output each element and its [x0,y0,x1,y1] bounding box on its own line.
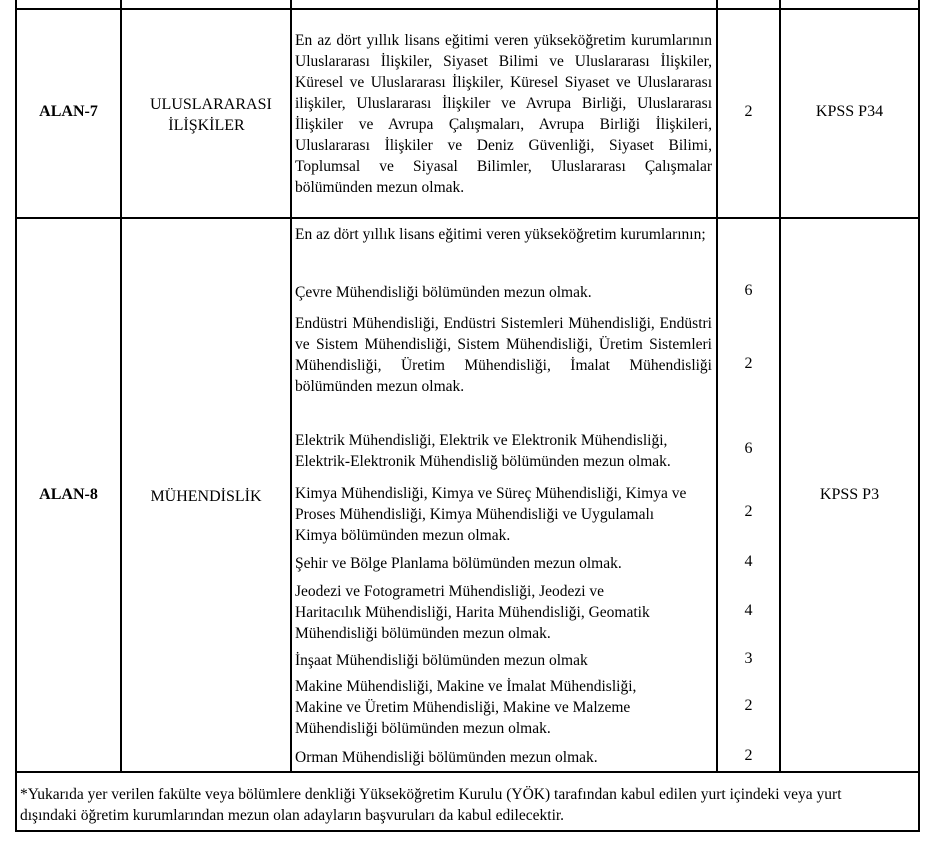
list-item: İnşaat Mühendisliği bölümünden mezun olmak [295,652,588,669]
list-item: Jeodezi ve Fotogrametri Mühendisliği, Jeodezi ve Haritacılık Mühendisliği, Harita Mühendisliği, Geomatik Mühendisliği bölümünden mezun olmak. [295,583,650,642]
list-item: Makine Mühendisliği, Makine ve İmalat Mühendisliği, Makine ve Üretim Mühendisliği, Makine ve Malzeme Mühendisliği bölümünden mezun olmak. [295,678,637,737]
row-code: ALAN-7 [39,103,98,120]
row-description: En az dört yıllık lisans eğitimi veren yükseköğretim kurumlarının Uluslararası İlişkiler, Siyaset Bilimi ve Uluslararası İlişkiler, Küresel ve Uluslararası İlişkiler, Küresel Siyaset ve Uluslararası ilişkiler, Uluslararası İlişkiler ve Avrupa Birliği, Uluslararası İlişkiler ve Avrupa Çalışmaları, Avrupa Birliği İlişkileri, Uluslararası İlişkiler ve Deniz Güvenliği, Siyaset Bilimi, Toplumsal ve Siyasal Bilimler, Uluslararası Çalışmalar bölümünden mezun olmak. [295,32,712,196]
row-field: MÜHENDİSLİK [150,488,262,505]
list-item: Çevre Mühendisliği bölümünden mezun olmak. [295,284,592,301]
column-divider [120,0,122,773]
list-item: Elektrik Mühendisliği, Elektrik ve Elektronik Mühendisliği, Elektrik-Elektronik Mühendisliğ bölümünden mezun olmak. [295,432,671,470]
item-count: 2 [744,503,753,520]
list-item: Orman Mühendisliği bölümünden mezun olmak. [295,749,598,766]
row-exam: KPSS P3 [819,486,880,503]
item-count: 4 [744,602,753,619]
item-count: 6 [744,440,753,457]
item-count: 2 [744,697,753,714]
item-count: 2 [744,355,753,372]
list-item: Kimya Mühendisliği, Kimya ve Süreç Mühendisliği, Kimya ve Proses Mühendisliği, Kimya Mühendisliği ve Uygulamalı Kimya bölümünden mezun olmak. [295,485,687,544]
row-divider [15,8,920,10]
row-divider [15,217,920,219]
item-count: 4 [744,553,753,570]
item-count: 6 [744,282,753,299]
row-field: ULUSLARARASI İLİŞKİLER [150,96,272,134]
column-divider [290,0,292,773]
item-count: 2 [744,747,753,764]
list-item: Endüstri Mühendisliği, Endüstri Sistemleri Mühendisliği, Endüstri ve Sistem Mühendisliği, Sistem Mühendisliği, Üretim Sistemleri Mühendisliği, Üretim Mühendisliği, İmalat Mühendisliği bölümünden mezun olmak. [295,315,712,395]
item-count: 3 [744,650,753,667]
row-code: ALAN-8 [39,486,98,503]
list-item: Şehir ve Bölge Planlama bölümünden mezun olmak. [295,555,622,572]
row-exam: KPSS P34 [815,103,884,120]
row-divider [15,771,920,773]
row-count: 2 [744,103,753,120]
row-intro: En az dört yıllık lisans eğitimi veren yükseköğretim kurumlarının; [295,226,706,243]
footnote: *Yukarıda yer verilen fakülte veya bölümlere denkliği Yükseköğretim Kurulu (YÖK) tarafından kabul edilen yurt içindeki veya yurt dışındaki öğretim kurumlarından mezun olan adayların başvuruları da kabul edilecektir. [20,786,842,824]
